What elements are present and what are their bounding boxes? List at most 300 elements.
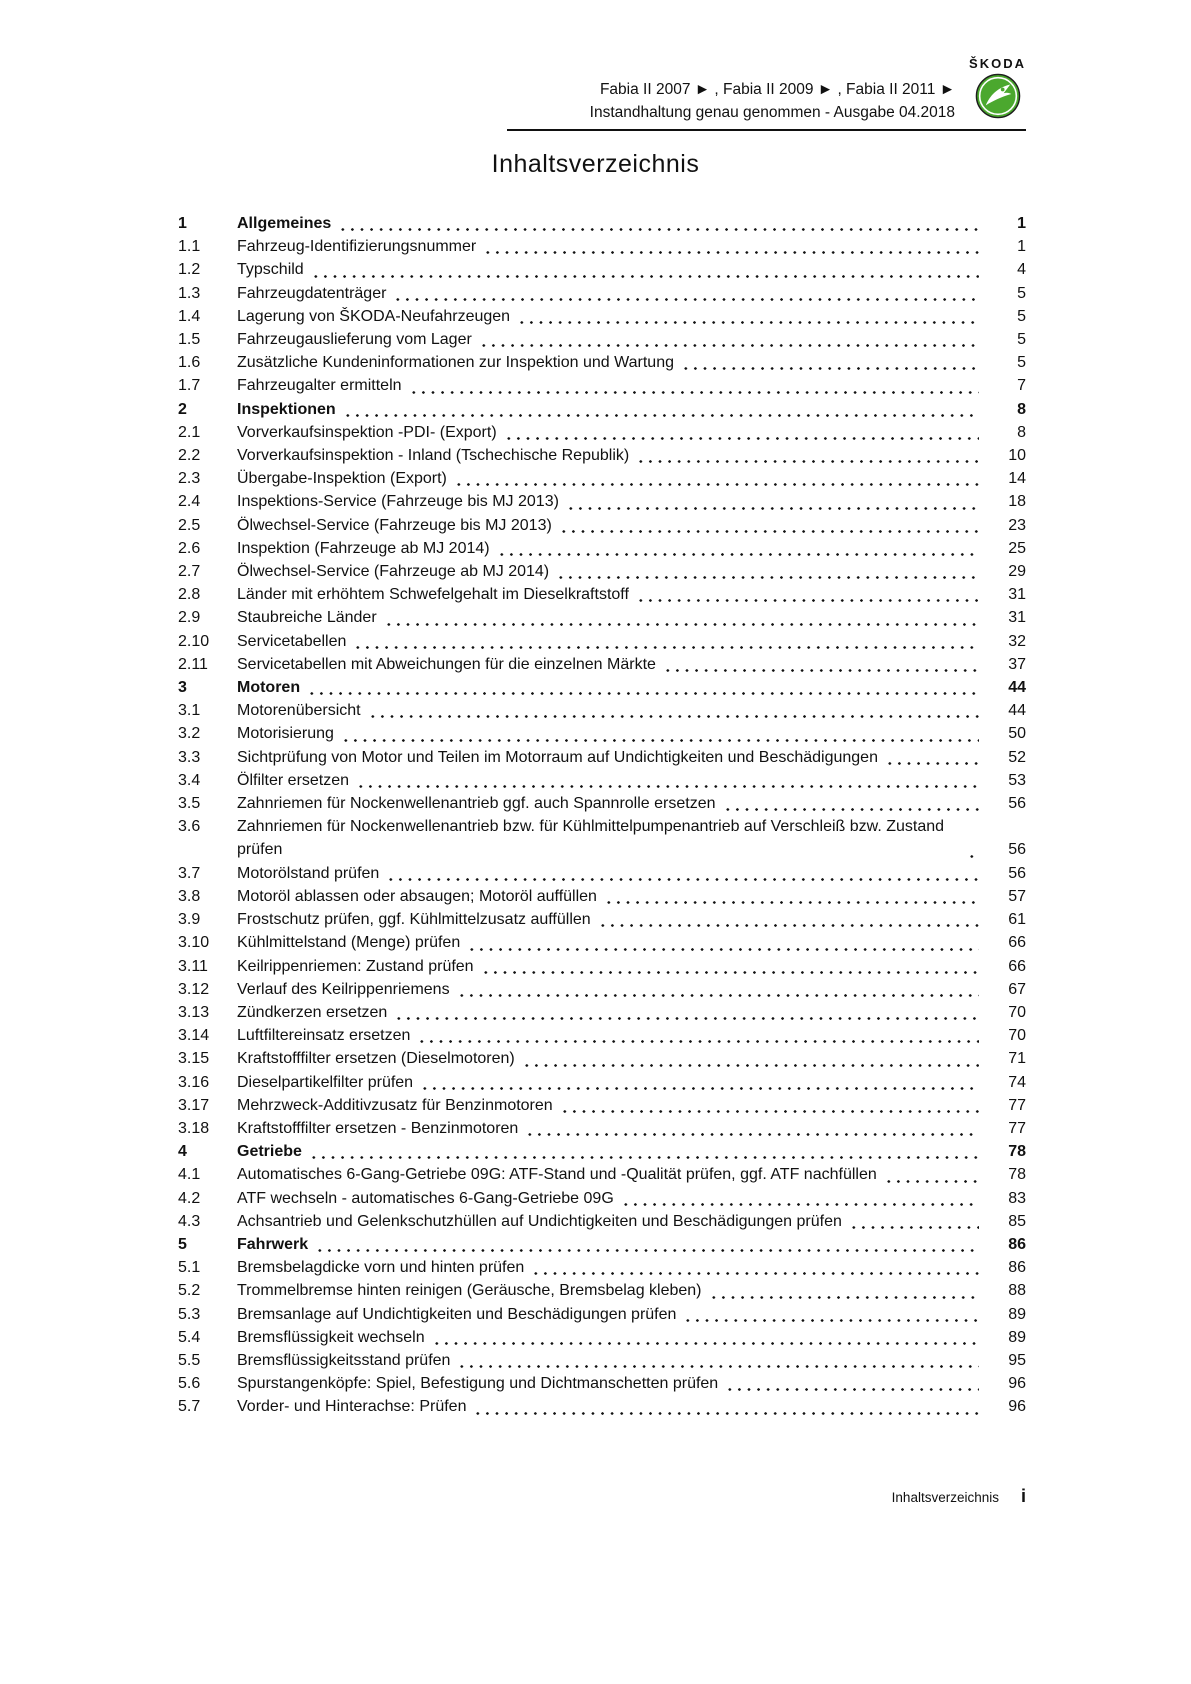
toc-leader-dots [525,1117,979,1140]
toc-leader-dots [457,1349,979,1372]
toc-entry-number: 2.7 [178,563,201,581]
toc-leader-dots [504,421,979,444]
toc-entry [178,374,1026,397]
toc-entry [178,282,1026,305]
toc-entry [178,305,1026,328]
toc-entry-page: 1 [1017,215,1026,232]
toc-leader-dots [723,792,980,815]
toc-entry [178,1395,1026,1418]
toc-entry-page: 89 [1008,1305,1026,1323]
toc-entry-page: 4 [1017,261,1026,279]
toc-entry [178,444,1026,467]
toc-entry-title: Typschild [237,261,304,279]
skoda-brand [969,56,1026,124]
toc-leader-dots [663,653,979,676]
toc-entry [178,1326,1026,1349]
toc-entry [178,885,1026,908]
toc-entry [178,1233,1026,1256]
toc-entry-number: 3.6 [178,818,201,836]
toc-entry [178,212,1026,235]
toc-entry-title: Motoröl ablassen oder absaugen; Motoröl auffüllen [237,887,597,905]
toc-leader-dots [636,583,979,606]
toc-entry-page: 83 [1008,1189,1026,1207]
toc-entry [178,560,1026,583]
toc-entry-page: 5 [1017,284,1026,302]
toc-entry-title: Bremsflüssigkeitsstand prüfen [237,1351,451,1369]
toc-entry-title: Motoren [237,679,301,697]
toc-entry-body [237,862,984,885]
toc-entry-body [237,978,984,1001]
toc-leader-dots [467,931,979,954]
toc-leader-dots [457,978,979,1001]
toc-entry-title: Fahrzeugauslieferung vom Lager [237,331,472,349]
toc-leader-dots [473,1395,979,1418]
toc-entry-body [237,1303,984,1326]
toc-entry-page: 14 [1008,470,1026,488]
toc-entry-title: Sichtprüfung von Motor und Teilen im Motorraum auf Undichtigkeiten und Beschädigungen [237,748,878,766]
toc-leader-dots [598,908,979,931]
toc-entry-body [237,537,984,560]
toc-entry [178,235,1026,258]
toc-entry-page: 95 [1008,1351,1026,1369]
toc-leader-dots [417,1024,979,1047]
toc-entry-body [237,305,984,328]
toc-leader-dots [420,1071,979,1094]
toc-entry-number: 5 [178,1235,187,1253]
toc-entry-body [237,815,984,861]
toc-entry-body [237,1071,984,1094]
toc-entry-number: 5.1 [178,1259,201,1277]
footer-label: Inhaltsverzeichnis [891,1490,999,1505]
toc-entry-title: Bremsflüssigkeit wechseln [237,1328,425,1346]
toc-entry [178,699,1026,722]
toc-entry-body [237,630,984,653]
toc-entry-number: 5.2 [178,1282,201,1300]
toc-entry-page: 74 [1008,1073,1026,1091]
toc-entry [178,398,1026,421]
toc-entry-title: Zündkerzen ersetzen [237,1003,388,1021]
toc-entry [178,421,1026,444]
toc-leader-dots [356,769,979,792]
toc-entry-title: Servicetabellen [237,632,347,650]
toc-entry-title: Achsantrieb und Gelenkschutzhüllen auf Undichtigkeiten und Beschädigungen prüfen [237,1212,842,1230]
toc-entry-number: 2.2 [178,447,201,465]
toc-entry-body [237,490,984,513]
toc-entry-number: 4.3 [178,1212,201,1230]
toc-entry-body [237,676,984,699]
toc-leader-dots [497,537,979,560]
toc-entry-page: 5 [1017,307,1026,325]
toc-entry-title: Keilrippenriemen: Zustand prüfen [237,957,474,975]
toc-entry-number: 1.4 [178,307,201,325]
toc-entry-title: Allgemeines [237,215,332,232]
toc-entry [178,630,1026,653]
toc-entry-body [237,1395,984,1418]
toc-entry-number: 3.2 [178,725,201,743]
toc-entry-body [237,328,984,351]
toc-entry-title: Dieselpartikelfilter prüfen [237,1073,414,1091]
toc-entry [178,351,1026,374]
toc-leader-dots [709,1279,979,1302]
toc-entry-title: Kraftstofffilter ersetzen (Dieselmotoren) [237,1050,515,1068]
toc-leader-dots [681,351,979,374]
toc-entry-title: Zusätzliche Kundeninformationen zur Inspektion und Wartung [237,354,674,372]
toc-entry-number: 5.3 [178,1305,201,1323]
toc-leader-dots [338,212,979,235]
toc-entry-title: Spurstangenköpfe: Spiel, Befestigung und Dichtmanschetten prüfen [237,1375,719,1393]
toc-entry-body [237,746,984,769]
toc-leader-dots [384,606,979,629]
toc-entry [178,1117,1026,1140]
toc-leader-dots [368,699,979,722]
toc-entry-number: 3.14 [178,1027,210,1045]
toc-entry-page: 31 [1008,609,1026,627]
toc-leader-dots [394,1001,979,1024]
toc-entry-body [237,955,984,978]
toc-entry-body [237,1140,984,1163]
toc-leader-dots [621,1187,979,1210]
toc-entry-number: 2.8 [178,586,201,604]
toc-entry-page: 89 [1008,1328,1026,1346]
toc-entry-body [237,398,984,421]
toc-entry [178,653,1026,676]
toc-entry-title: Luftfiltereinsatz ersetzen [237,1027,411,1045]
toc-entry-body [237,374,984,397]
toc-entry-body [237,560,984,583]
toc-entry-page: 44 [1008,702,1026,720]
toc-entry-number: 1.6 [178,354,201,372]
toc-entry [178,583,1026,606]
toc-leader-dots [481,955,979,978]
toc-leader-dots [315,1233,979,1256]
toc-entry-page: 78 [1008,1166,1026,1184]
toc-leader-dots [341,722,979,745]
toc-entry-body [237,885,984,908]
toc-entry-title: Kühlmittelstand (Menge) prüfen [237,934,461,952]
toc-entry-page: 70 [1008,1027,1026,1045]
toc-entry-page: 8 [1017,400,1026,418]
toc-entry-page: 31 [1008,586,1026,604]
toc-entry-title: Kraftstofffilter ersetzen - Benzinmotoren [237,1119,519,1137]
toc-leader-dots [479,328,979,351]
toc-entry-page: 88 [1008,1282,1026,1300]
toc-entry-title: Fahrwerk [237,1235,309,1253]
toc-entry [178,815,1026,861]
toc-entry-title: Ölfilter ersetzen [237,771,350,789]
toc-entry-number: 3.16 [178,1073,210,1091]
toc-entry [178,1071,1026,1094]
toc-entry-body [237,653,984,676]
toc-entry-body [237,1349,984,1372]
toc-leader-dots [885,746,979,769]
toc-entry-body [237,1187,984,1210]
toc-entry-body [237,699,984,722]
toc-leader-dots [386,862,979,885]
toc-entry-body [237,235,984,258]
toc-entry [178,955,1026,978]
header-subtitle: Instandhaltung genau genommen - Ausgabe 04.2018 [589,104,956,121]
table-of-contents [178,212,1026,1419]
toc-entry-body [237,1210,984,1233]
toc-entry-body [237,1047,984,1070]
toc-entry [178,1163,1026,1186]
toc-leader-dots [884,1163,979,1186]
toc-entry-title: Vorverkaufsinspektion - Inland (Tschechische Republik) [237,447,630,465]
toc-entry-title: Fahrzeug-Identifizierungsnummer [237,238,477,256]
toc-leader-dots [522,1047,979,1070]
toc-entry-title: Trommelbremse hinten reinigen (Geräusche, Bremsbelag kleben) [237,1282,702,1300]
toc-leader-dots [566,490,979,513]
toc-entry-page: 5 [1017,331,1026,349]
toc-entry-body [237,258,984,281]
toc-entry-page: 77 [1008,1119,1026,1137]
toc-leader-dots [432,1326,979,1349]
toc-entry-body [237,282,984,305]
toc-entry-title: Staubreiche Länder [237,609,377,627]
skoda-logo-icon [975,73,1021,124]
toc-entry-page: 5 [1017,354,1026,372]
toc-entry-page: 29 [1008,563,1026,581]
toc-leader-dots [307,676,979,699]
toc-leader-dots [725,1372,979,1395]
toc-entry-number: 2.10 [178,632,210,650]
toc-leader-dots [483,235,979,258]
toc-entry-title: Inspektions-Service (Fahrzeuge bis MJ 2013) [237,493,559,511]
toc-entry-number: 3.18 [178,1119,210,1137]
toc-entry [178,1256,1026,1279]
toc-entry-number: 2.1 [178,423,201,441]
toc-entry-number: 3.1 [178,702,201,720]
toc-entry-number: 1 [178,215,187,232]
toc-entry-body [237,1024,984,1047]
toc-entry-body [237,1372,984,1395]
toc-leader-dots [343,398,979,421]
toc-entry [178,1024,1026,1047]
toc-entry-page: 78 [1008,1143,1026,1161]
toc-leader-dots [604,885,979,908]
toc-entry-title: Vorder- und Hinterachse: Prüfen [237,1398,467,1416]
toc-entry [178,769,1026,792]
toc-entry [178,1349,1026,1372]
toc-entry-number: 5.4 [178,1328,201,1346]
toc-leader-dots [454,467,979,490]
toc-entry-title: Fahrzeugdatenträger [237,284,387,302]
toc-entry-number: 5.5 [178,1351,201,1369]
toc-entry-title: Länder mit erhöhtem Schwefelgehalt im Dieselkraftstoff [237,586,629,604]
toc-entry-title: Übergabe-Inspektion (Export) [237,470,447,488]
toc-entry-page: 37 [1008,655,1026,673]
toc-entry-body [237,421,984,444]
toc-entry-body [237,931,984,954]
toc-entry [178,258,1026,281]
toc-entry-body [237,1326,984,1349]
toc-entry-title: Zahnriemen für Nockenwellenantrieb ggf. auch Spannrolle ersetzen [237,795,716,813]
toc-entry-title: ATF wechseln - automatisches 6-Gang-Getriebe 09G [237,1189,614,1207]
toc-entry [178,746,1026,769]
toc-entry [178,467,1026,490]
toc-entry-title: Frostschutz prüfen, ggf. Kühlmittelzusatz auffüllen [237,911,591,929]
toc-entry [178,490,1026,513]
toc-entry [178,1047,1026,1070]
toc-entry-page: 86 [1008,1259,1026,1277]
toc-entry-number: 3.8 [178,887,201,905]
toc-entry-page: 67 [1008,980,1026,998]
toc-entry-title: Lagerung von ŠKODA-Neufahrzeugen [237,307,511,325]
toc-entry-title: Inspektionen [237,400,336,418]
toc-entry-number: 3.3 [178,748,201,766]
toc-leader-dots [517,305,979,328]
toc-entry-title: Verlauf des Keilrippenriemens [237,980,450,998]
toc-leader-dots [393,282,979,305]
toc-leader-dots [560,1094,979,1117]
toc-entry-number: 3.7 [178,864,201,882]
toc-entry-page: 57 [1008,887,1026,905]
toc-entry-page: 44 [1008,679,1026,697]
toc-entry-page: 56 [1008,841,1026,859]
toc-entry [178,1001,1026,1024]
toc-entry-number: 2.6 [178,539,201,557]
toc-entry-title: Fahrzeugalter ermitteln [237,377,402,395]
toc-leader-dots [409,374,979,397]
toc-entry-page: 52 [1008,748,1026,766]
toc-entry [178,862,1026,885]
toc-entry-number: 2.3 [178,470,201,488]
toc-entry-number: 4 [178,1143,187,1161]
toc-entry-page: 71 [1008,1050,1026,1068]
toc-entry-body [237,722,984,745]
toc-entry-body [237,1233,984,1256]
toc-leader-dots [353,630,979,653]
toc-leader-dots [967,815,979,861]
toc-entry-title: Ölwechsel-Service (Fahrzeuge ab MJ 2014) [237,563,550,581]
toc-entry-page: 85 [1008,1212,1026,1230]
toc-entry-title: Motorölstand prüfen [237,864,380,882]
toc-entry-title: Servicetabellen mit Abweichungen für die einzelnen Märkte [237,655,656,673]
toc-leader-dots [683,1303,979,1326]
page-footer [892,1486,1026,1507]
toc-entry-title: Ölwechsel-Service (Fahrzeuge bis MJ 2013) [237,516,552,534]
header-text [507,78,955,124]
toc-entry-number: 3.17 [178,1096,210,1114]
toc-entry-body [237,351,984,374]
toc-entry-number: 4.2 [178,1189,201,1207]
toc-entry-body [237,1163,984,1186]
toc-entry-title: Motorenübersicht [237,702,361,720]
toc-entry-number: 3.15 [178,1050,210,1068]
toc-entry-page: 66 [1008,957,1026,975]
toc-entry-page: 23 [1008,516,1026,534]
toc-entry-title: Vorverkaufsinspektion -PDI- (Export) [237,423,497,441]
toc-entry-number: 2.4 [178,493,201,511]
toc-entry [178,1140,1026,1163]
toc-entry-number: 3.5 [178,795,201,813]
toc-entry-body [237,769,984,792]
toc-entry-number: 3.12 [178,980,210,998]
toc-entry-number: 3 [178,679,187,697]
toc-entry-number: 1.7 [178,377,201,395]
toc-entry-body [237,467,984,490]
toc-entry-page: 61 [1008,911,1026,929]
toc-entry-title: Bremsbelagdicke vorn und hinten prüfen [237,1259,525,1277]
toc-entry-number: 3.4 [178,771,201,789]
toc-entry-number: 1.2 [178,261,201,279]
toc-entry-number: 2.9 [178,609,201,627]
toc-entry-body [237,514,984,537]
toc-entry-number: 2.5 [178,516,201,534]
toc-entry-page: 25 [1008,539,1026,557]
toc-entry-page: 77 [1008,1096,1026,1114]
toc-leader-dots [309,1140,979,1163]
toc-entry-body [237,1001,984,1024]
toc-entry-number: 2 [178,400,187,418]
toc-entry-title: Bremsanlage auf Undichtigkeiten und Beschädigungen prüfen [237,1305,677,1323]
toc-entry-number: 3.9 [178,911,201,929]
toc-entry-title: Automatisches 6-Gang-Getriebe 09G: ATF-Stand und -Qualität prüfen, ggf. ATF nachfüllen [237,1166,877,1184]
toc-entry-number: 3.13 [178,1003,210,1021]
toc-entry-page: 96 [1008,1398,1026,1416]
toc-entry-title: Mehrzweck-Additivzusatz für Benzinmotoren [237,1096,553,1114]
toc-entry [178,908,1026,931]
toc-leader-dots [636,444,979,467]
toc-entry-page: 53 [1008,771,1026,789]
toc-entry-number: 1.3 [178,284,201,302]
toc-entry-title: Inspektion (Fahrzeuge ab MJ 2014) [237,539,490,557]
toc-entry [178,328,1026,351]
toc-entry-body [237,908,984,931]
toc-entry [178,606,1026,629]
toc-entry [178,1372,1026,1395]
toc-entry [178,1094,1026,1117]
toc-entry [178,931,1026,954]
toc-entry-page: 1 [1017,238,1026,256]
toc-leader-dots [556,560,979,583]
toc-entry-number: 1.5 [178,331,201,349]
toc-entry [178,792,1026,815]
toc-leader-dots [531,1256,979,1279]
page-title: Inhaltsverzeichnis [491,150,700,178]
toc-entry [178,1279,1026,1302]
toc-entry-title: Motorisierung [237,725,334,743]
toc-entry-page: 86 [1008,1235,1026,1253]
toc-entry-page: 8 [1017,423,1026,441]
toc-entry-body [237,606,984,629]
toc-entry-number: 1.1 [178,238,201,256]
toc-entry-page: 10 [1008,447,1026,465]
toc-entry-body [237,444,984,467]
toc-entry-page: 18 [1008,493,1026,511]
toc-entry-body [237,1094,984,1117]
toc-entry [178,676,1026,699]
toc-entry [178,1187,1026,1210]
page-header [507,56,1026,131]
toc-entry-body [237,792,984,815]
toc-entry-body [237,1256,984,1279]
toc-entry [178,722,1026,745]
toc-entry-number: 3.11 [178,957,208,975]
toc-entry [178,978,1026,1001]
toc-entry-number: 5.7 [178,1398,201,1416]
toc-entry-body [237,212,984,235]
toc-entry-title: Getriebe [237,1143,302,1161]
toc-entry-page: 56 [1008,795,1026,813]
toc-leader-dots [311,258,979,281]
toc-entry-number: 4.1 [178,1166,201,1184]
toc-entry [178,537,1026,560]
toc-entry-page: 56 [1008,864,1026,882]
toc-entry-page: 32 [1008,632,1026,650]
toc-entry [178,514,1026,537]
brand-wordmark: ŠKODA [969,56,1026,71]
